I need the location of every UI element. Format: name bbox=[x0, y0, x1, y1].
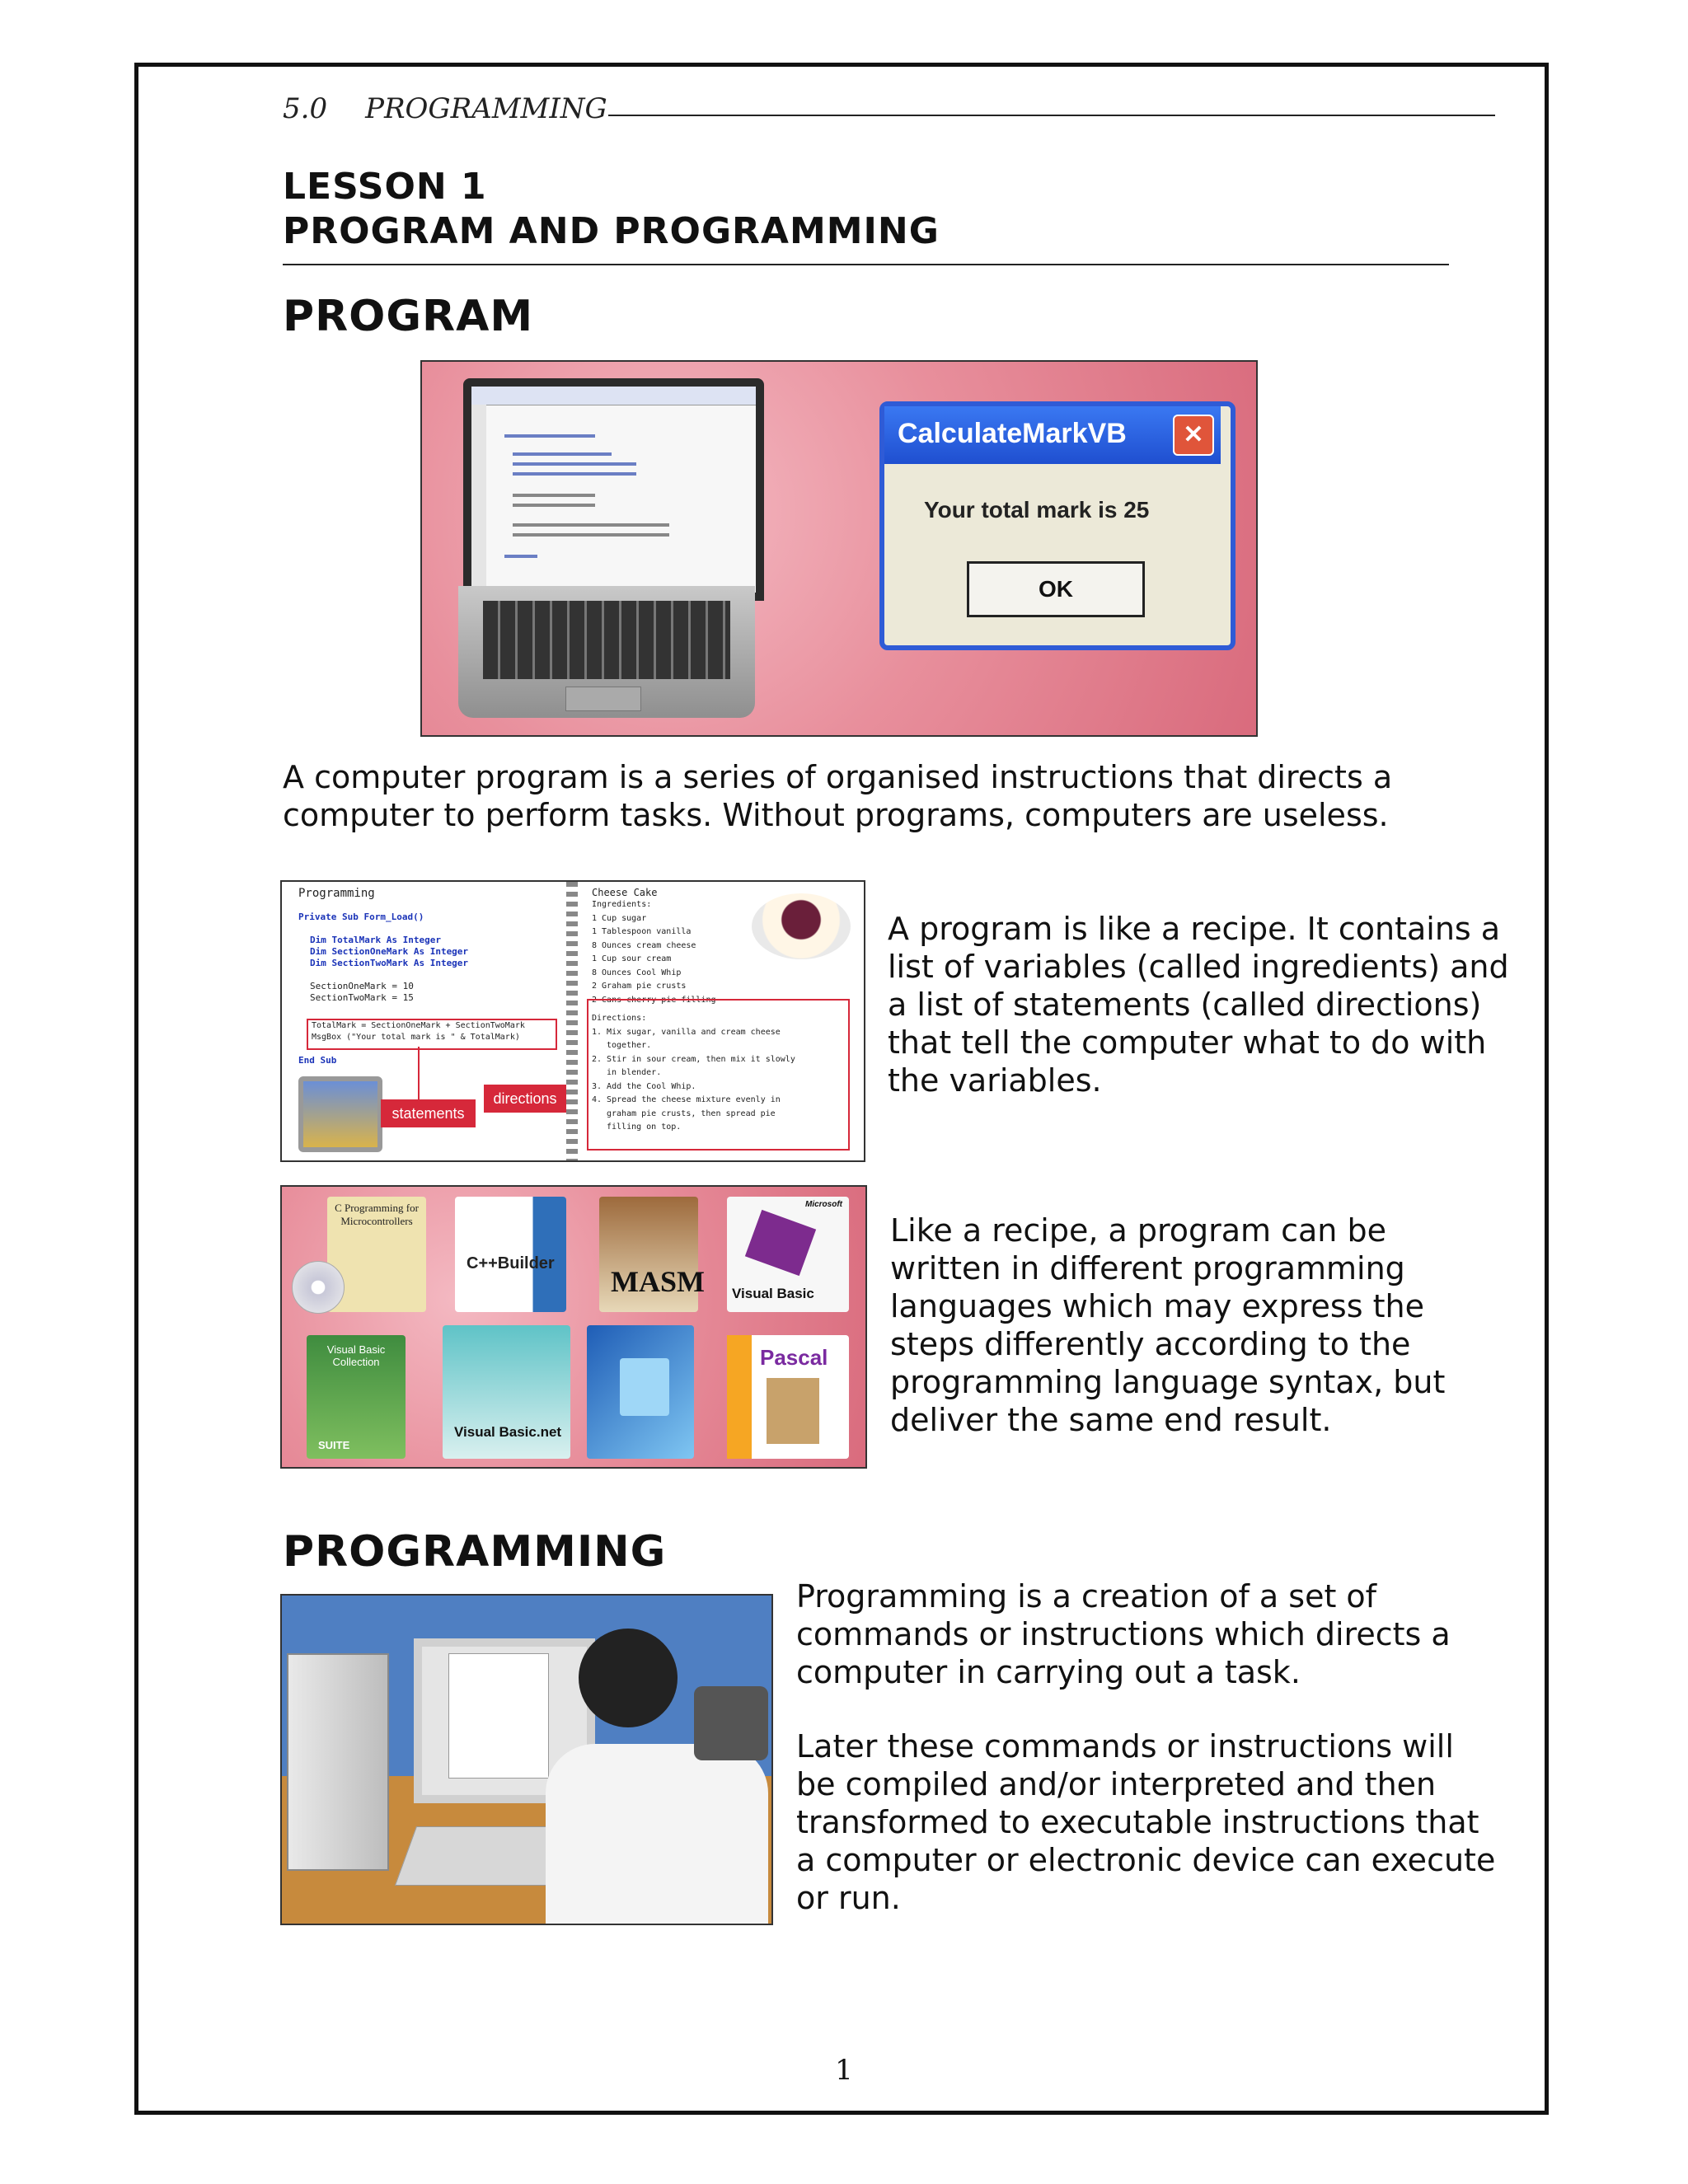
recipe-line: 2. Stir in sour cream, then mix it slowly bbox=[592, 1054, 795, 1064]
code-line: SectionTwoMark = 15 bbox=[310, 992, 414, 1003]
recipe-line: 4. Spread the cheese mixture evenly in bbox=[592, 1095, 781, 1104]
lesson-title bbox=[283, 165, 940, 254]
directions-label: directions bbox=[484, 1085, 566, 1113]
printer bbox=[694, 1686, 768, 1760]
laptop-screen bbox=[463, 378, 764, 601]
recipe-line: filling on top. bbox=[607, 1122, 682, 1132]
c-microcontrollers-box: C Programming for Microcontrollers bbox=[327, 1197, 426, 1312]
languages-figure bbox=[280, 1185, 867, 1469]
languages-text: Like a recipe, a program can be written in different programming languages which may express the steps differently according to the programming language syntax, but deliver the same end result. bbox=[890, 1212, 1446, 1438]
recipe-line: 3. Add the Cool Whip. bbox=[592, 1081, 696, 1091]
header-rule bbox=[608, 115, 1495, 116]
recipe-line: 8 Ounces Cool Whip bbox=[592, 968, 682, 977]
section-number: 5.0 bbox=[283, 92, 328, 125]
recipe-line: together. bbox=[607, 1041, 652, 1050]
programming-explanation: Later these commands or instructions will be compiled and/or interpreted and then transformed to executable instructions that a computer or electronic device can execute or run. bbox=[796, 1728, 1496, 1916]
dialog-message: Your total mark is 25 bbox=[924, 497, 1150, 523]
laptop-image bbox=[463, 378, 764, 724]
code-panel-title: Programming bbox=[298, 887, 375, 900]
recipe-line: 1 Tablespoon vanilla bbox=[592, 927, 692, 936]
lesson-name: PROGRAM AND PROGRAMMING bbox=[283, 210, 940, 252]
close-icon: ✕ bbox=[1173, 415, 1214, 456]
lesson-number: LESSON 1 bbox=[283, 166, 487, 208]
programming-heading: PROGRAMMING bbox=[283, 1527, 667, 1577]
pascal-box: Pascal bbox=[727, 1335, 849, 1459]
code-line: Dim SectionTwoMark As Integer bbox=[310, 958, 469, 968]
running-header bbox=[283, 92, 607, 125]
cd-disc-icon bbox=[292, 1261, 345, 1314]
recipe-line: 8 Ounces cream cheese bbox=[592, 940, 696, 950]
visual-basic-box: Microsoft Visual Basic bbox=[727, 1197, 849, 1312]
vb-net-box: Visual Basic.net bbox=[443, 1325, 570, 1459]
recipe-line: Ingredients: bbox=[592, 900, 652, 909]
program-figure bbox=[420, 360, 1258, 737]
message-dialog bbox=[879, 401, 1236, 650]
cpp-builder-box: C++Builder bbox=[455, 1197, 566, 1312]
dialog-title: CalculateMarkVB bbox=[898, 418, 1127, 449]
programming-definition: Programming is a creation of a set of commands or instructions which directs a computer in carrying out a task. bbox=[796, 1578, 1451, 1690]
program-heading: PROGRAM bbox=[283, 292, 534, 341]
recipe-line: graham pie crusts, then spread pie bbox=[607, 1108, 776, 1118]
vb-collection-box: Visual Basic Collection SUITE bbox=[307, 1335, 406, 1459]
statements-label: statements bbox=[381, 1099, 476, 1127]
recipe-line: 2 Graham pie crusts bbox=[592, 982, 687, 991]
recipe-panel-title: Cheese Cake bbox=[592, 887, 658, 898]
code-line: TotalMark = SectionOneMark + SectionTwoMark bbox=[312, 1021, 525, 1030]
recipe-line: 2 Cans cherry pie filling bbox=[592, 995, 716, 1005]
code-line: SectionOneMark = 10 bbox=[310, 981, 414, 991]
masm-box: MASM bbox=[599, 1197, 698, 1312]
person-head bbox=[579, 1629, 678, 1727]
laptop-base bbox=[458, 586, 755, 718]
recipe-line: Directions: bbox=[592, 1014, 647, 1023]
code-line: End Sub bbox=[298, 1055, 337, 1066]
code-line: Dim TotalMark As Integer bbox=[310, 935, 441, 945]
code-line: Dim SectionOneMark As Integer bbox=[310, 946, 469, 957]
cheesecake-image bbox=[752, 893, 851, 959]
programmer-figure bbox=[280, 1594, 773, 1925]
recipe-line: in blender. bbox=[607, 1068, 662, 1077]
recipe-line: 1. Mix sugar, vanilla and cream cheese bbox=[592, 1027, 781, 1037]
code-line: MsgBox ("Your total mark is " & TotalMark) bbox=[312, 1033, 520, 1042]
page-number: 1 bbox=[835, 2054, 853, 2087]
recipe-analogy-text: A program is like a recipe. It contains a list of variables (called ingredients) and a list of statements (called directions) that tell the computer what to do with the variables. bbox=[888, 911, 1509, 1099]
recipe-line: 1 Cup sour cream bbox=[592, 954, 672, 963]
monitor-icon bbox=[298, 1076, 382, 1152]
title-rule bbox=[283, 264, 1449, 265]
directions-highlight bbox=[587, 999, 850, 1151]
studio-box bbox=[587, 1325, 694, 1459]
computer-tower bbox=[287, 1653, 389, 1871]
program-definition: A computer program is a series of organised instructions that directs a computer to perform tasks. Without programs, computers are useless. bbox=[283, 759, 1393, 833]
code-line: Private Sub Form_Load() bbox=[298, 912, 424, 922]
dialog-titlebar bbox=[884, 406, 1221, 464]
person-body bbox=[546, 1744, 768, 1925]
recipe-line: 1 Cup sugar bbox=[592, 913, 647, 923]
recipe-comparison-figure bbox=[280, 880, 865, 1162]
dialog-ok-button: OK bbox=[967, 561, 1145, 617]
section-title: PROGRAMMING bbox=[365, 92, 607, 125]
binder-spine bbox=[566, 882, 578, 1162]
